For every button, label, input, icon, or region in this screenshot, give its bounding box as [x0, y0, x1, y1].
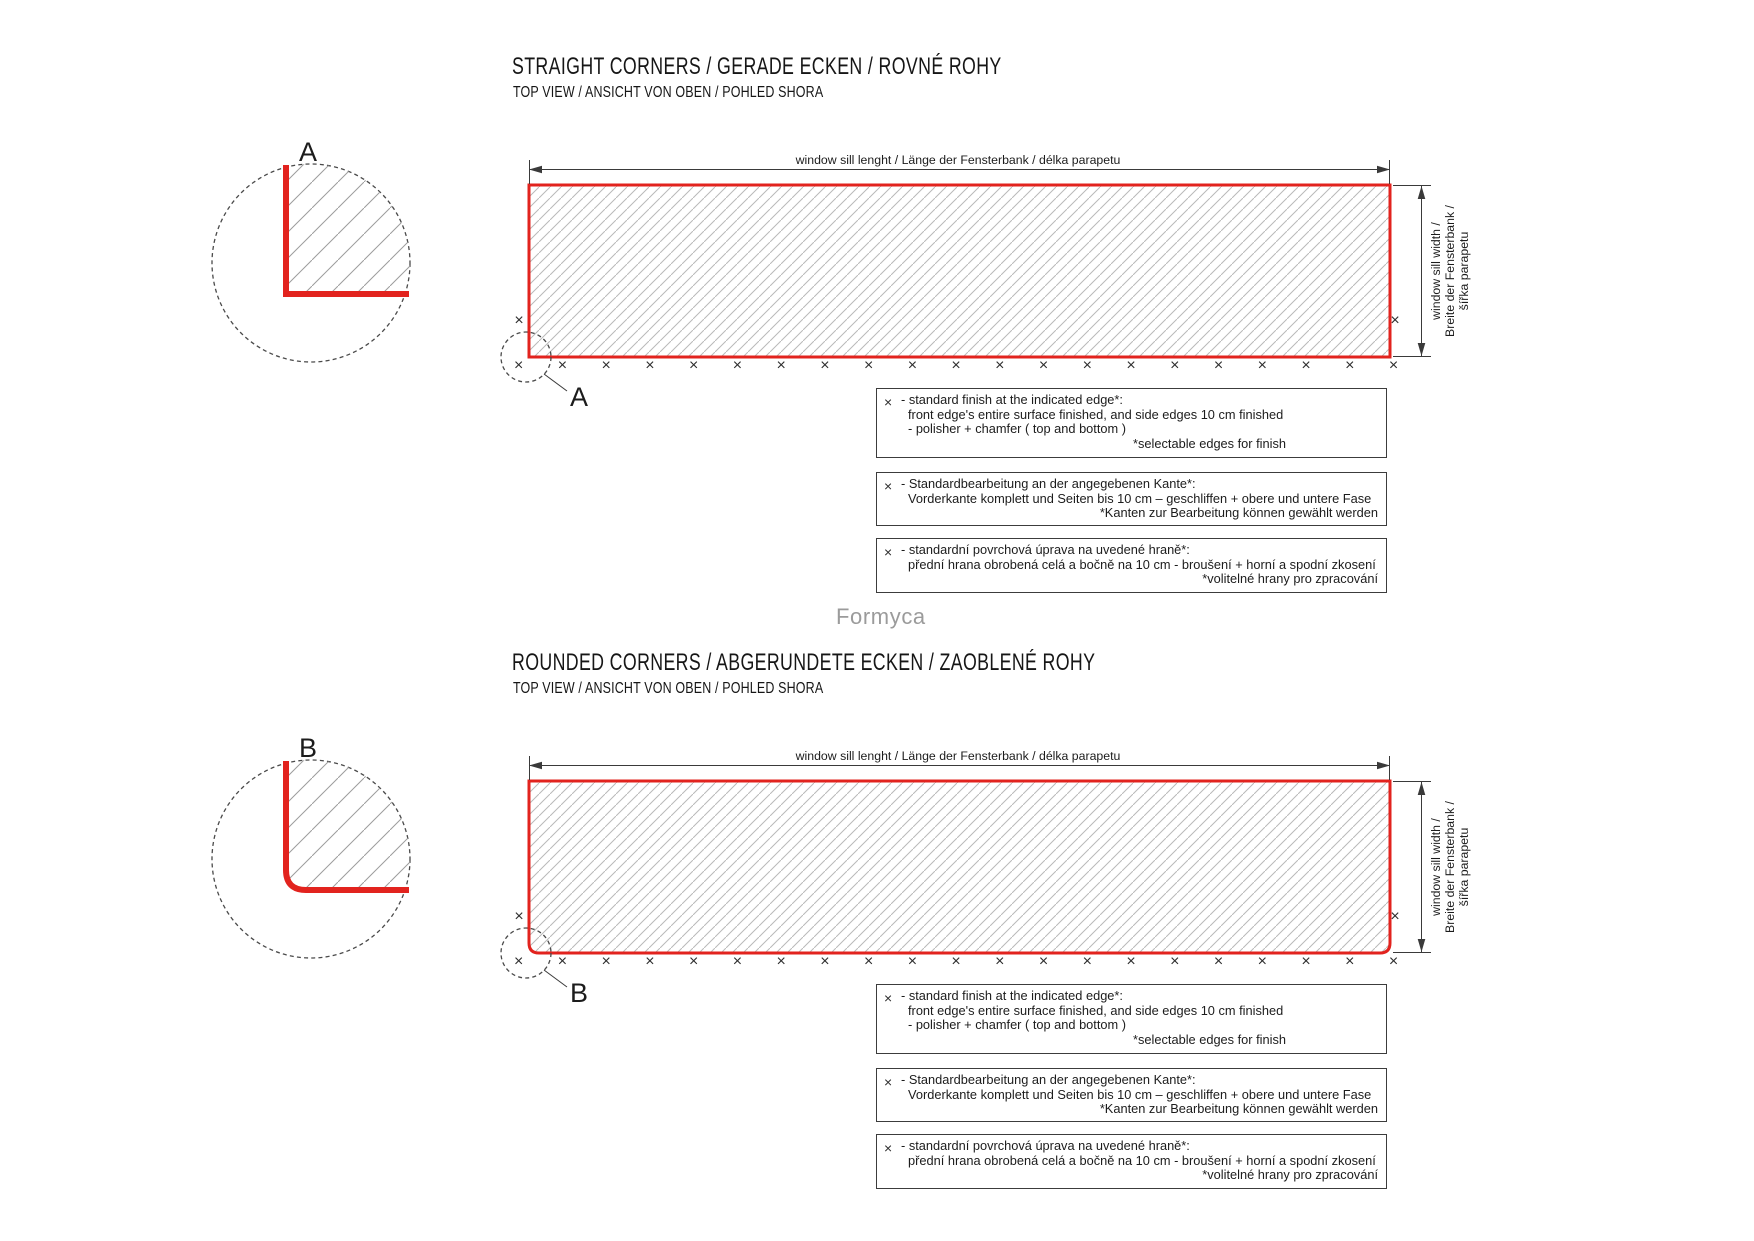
length-dimension-label: window sill lenght / Länge der Fensterbank / délka parapetu: [795, 153, 1121, 167]
finish-note-cs: [876, 538, 1387, 593]
edge-finish-mark-left: ×: [514, 312, 524, 329]
note-line: přední hrana obrobená celá a bočně na 10 cm - broušení + horní a spodní zkosení: [908, 1152, 1376, 1168]
edge-finish-mark-right: ×: [1390, 312, 1400, 329]
finish-mark-icon: ×: [884, 1074, 893, 1090]
width-dimension-label-line2: Breite der Fensterbank /: [1443, 205, 1457, 337]
edge-finish-mark-left: ×: [514, 908, 524, 925]
finish-mark-icon: ×: [884, 394, 893, 410]
note-footnote: *Kanten zur Bearbeitung können gewählt werden: [1099, 1101, 1378, 1117]
width-dimension-label-line2: Breite der Fensterbank /: [1443, 801, 1457, 933]
sill-outline-rounded: [529, 781, 1390, 953]
note-footnote: *volitelné hrany pro zpracování: [1202, 1167, 1378, 1183]
view-label: TOP VIEW / ANSICHT VON OBEN / POHLED SHORA: [513, 680, 824, 697]
detail-label: A: [298, 137, 318, 167]
view-label: TOP VIEW / ANSICHT VON OBEN / POHLED SHORA: [513, 84, 824, 101]
note-line: Vorderkante komplett und Seiten bis 10 cm – geschliffen + obere und untere Fase: [908, 490, 1372, 506]
note-line: front edge's entire surface finished, and side edges 10 cm finished: [908, 406, 1284, 422]
width-dimension-label-line3: šířka parapetu: [1457, 231, 1471, 311]
finish-note-de: [876, 472, 1387, 526]
detail-hatch-area: [286, 150, 416, 294]
callout-label: A: [570, 382, 589, 412]
note-line: - standard finish at the indicated edge*:: [901, 392, 1123, 407]
note-footnote: *volitelné hrany pro zpracování: [1202, 571, 1378, 587]
sill-outline-straight: [529, 185, 1390, 357]
width-dimension-label-line1: window sill width /: [1429, 222, 1443, 320]
length-dimension: [529, 153, 1390, 184]
finish-note-cs: [876, 1134, 1387, 1189]
note-line: - standardní povrchová úprava na uvedené hraně*:: [901, 542, 1190, 557]
note-line: - Standardbearbeitung an der angegebenen Kante*:: [901, 1072, 1196, 1087]
finish-mark-icon: ×: [884, 478, 893, 494]
finish-mark-icon: ×: [884, 544, 893, 560]
finish-note-de: [876, 1068, 1387, 1122]
section-title: ROUNDED CORNERS / ABGERUNDETE ECKEN / ZAOBLENÉ ROHY: [512, 649, 1096, 676]
edge-finish-mark-right: ×: [1390, 908, 1400, 925]
width-dimension-label-line1: window sill width /: [1429, 818, 1443, 916]
note-line: - standard finish at the indicated edge*:: [901, 988, 1123, 1003]
edge-finish-marks-bottom: ×××××××××××××××××××××: [514, 953, 1433, 970]
corner-detail-b: [212, 733, 416, 958]
edge-finish-marks-bottom: ×××××××××××××××××××××: [514, 357, 1433, 374]
note-line: front edge's entire surface finished, and side edges 10 cm finished: [908, 1002, 1284, 1018]
callout-label: B: [570, 978, 589, 1008]
detail-label: B: [298, 733, 318, 763]
note-line: - polisher + chamfer ( top and bottom ): [908, 1017, 1127, 1033]
note-line: - Standardbearbeitung an der angegebenen Kante*:: [901, 476, 1196, 491]
note-footnote: *selectable edges for finish: [1133, 1031, 1286, 1047]
note-line: - polisher + chamfer ( top and bottom ): [908, 421, 1127, 437]
finish-mark-icon: ×: [884, 990, 893, 1006]
finish-note-en: [876, 388, 1387, 458]
length-dimension: [529, 749, 1390, 780]
brand-watermark: Formyca: [836, 604, 926, 629]
section-title: STRAIGHT CORNERS / GERADE ECKEN / ROVNÉ ROHY: [512, 53, 1002, 80]
note-footnote: *selectable edges for finish: [1133, 435, 1286, 451]
width-dimension-label-line3: šířka parapetu: [1457, 827, 1471, 907]
note-footnote: *Kanten zur Bearbeitung können gewählt werden: [1099, 505, 1378, 521]
corner-detail-a: [212, 137, 416, 362]
finish-note-en: [876, 984, 1387, 1054]
note-line: - standardní povrchová úprava na uvedené hraně*:: [901, 1138, 1190, 1153]
detail-hatch-area: [286, 746, 416, 890]
note-line: Vorderkante komplett und Seiten bis 10 cm – geschliffen + obere und untere Fase: [908, 1086, 1372, 1102]
section-rounded-corners: [0, 596, 1754, 1241]
finish-mark-icon: ×: [884, 1140, 893, 1156]
note-line: přední hrana obrobená celá a bočně na 10 cm - broušení + horní a spodní zkosení: [908, 556, 1376, 572]
length-dimension-label: window sill lenght / Länge der Fensterbank / délka parapetu: [795, 749, 1121, 763]
